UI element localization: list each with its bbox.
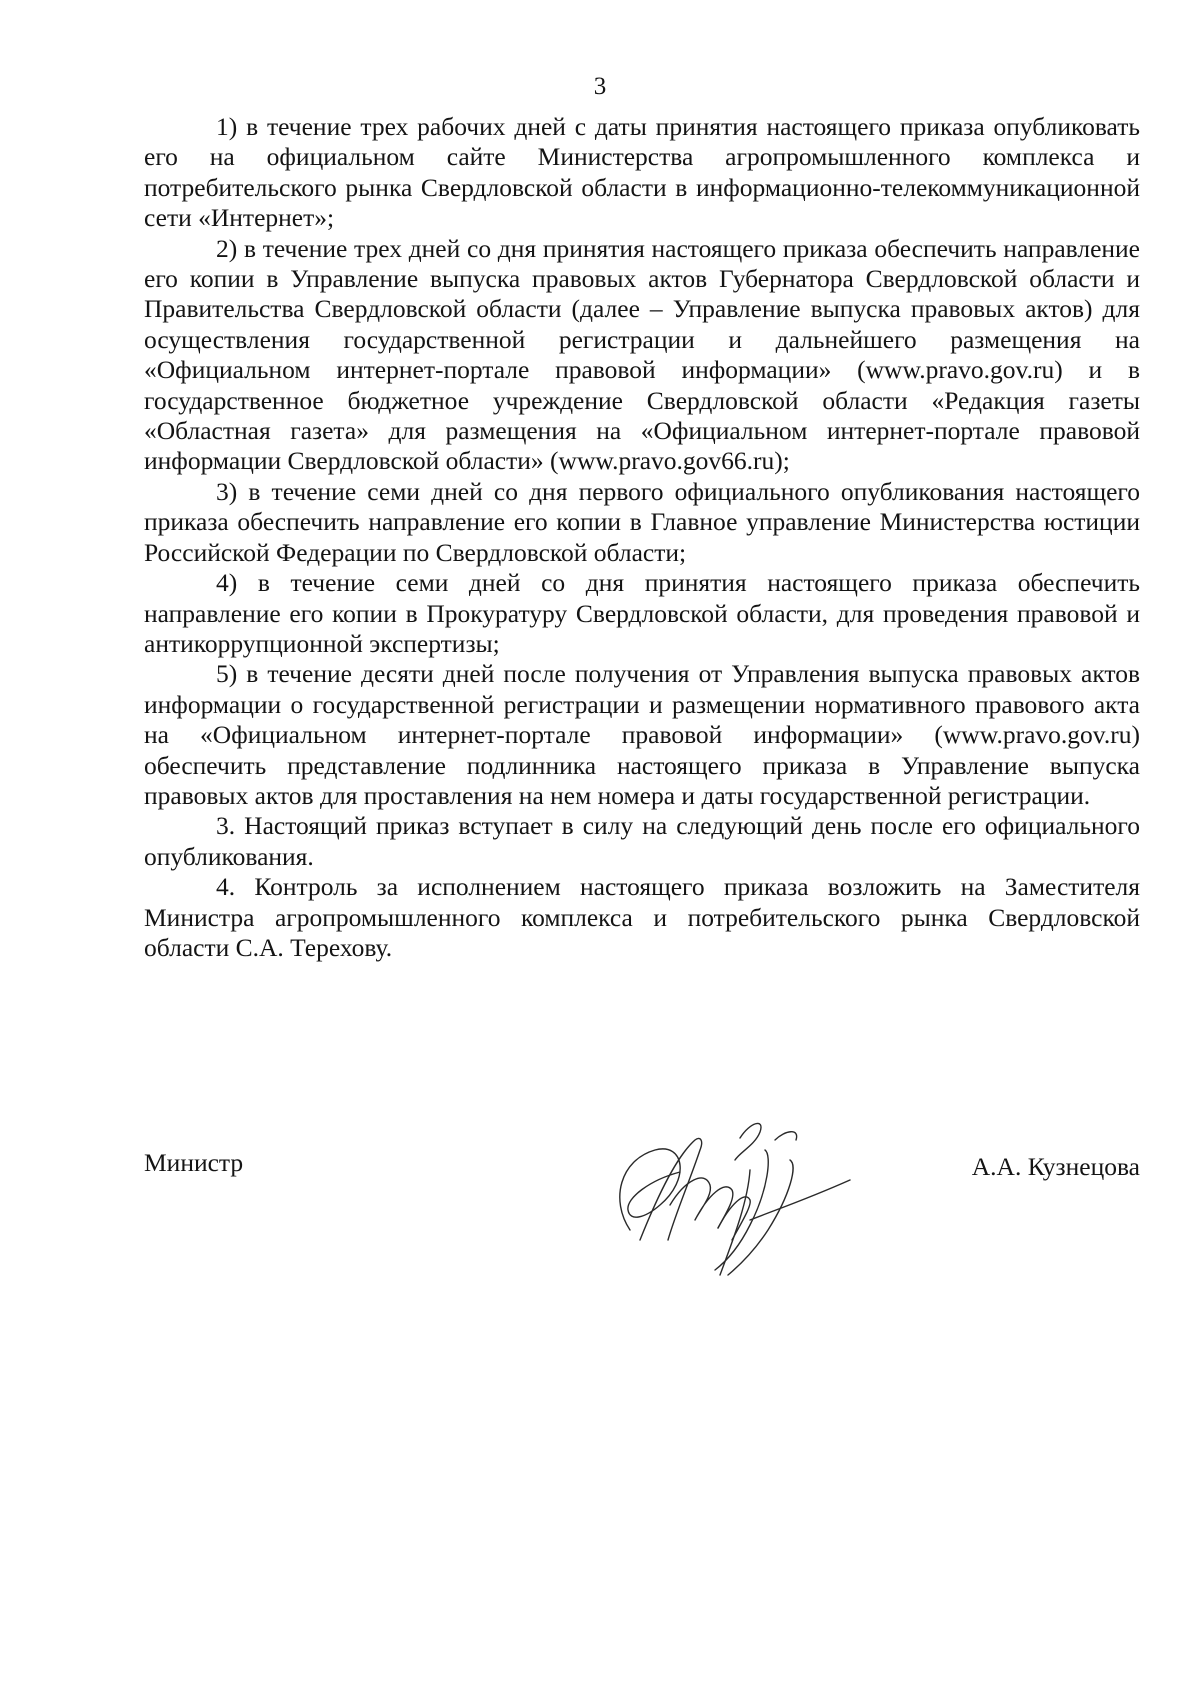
- signatory-name: А.А. Кузнецова: [971, 1152, 1140, 1181]
- signatory-title: Министр: [144, 1148, 244, 1177]
- page-number: 3: [593, 73, 607, 100]
- document-body: [144, 112, 1140, 963]
- handwritten-signature: [600, 1110, 860, 1280]
- paragraph-control: 4. Контроль за исполнением настоящего приказа возложить на Заместителя Министра агропромышленного комплекса и потребительского рынка Свердловской области С.А. Терехову.: [144, 872, 1140, 962]
- paragraph-item-1: 1) в течение трех рабочих дней с даты принятия настоящего приказа опубликовать его на официальном сайте Министерства агропромышленного комплекса и потребительского рынка Свердловской области в информационно-телекоммуникационной сети «Интернет»;: [144, 112, 1140, 233]
- paragraph-item-5: 5) в течение десяти дней после получения от Управления выпуска правовых актов информации о государственной регистрации и размещении нормативного правового акта на «Официальном интернет-портале правовой информации» (www.pravo.gov.ru) обеспечить представление подлинника настоящего приказа в Управление выпуска правовых актов для проставления на нем номера и даты государственной регистрации.: [144, 659, 1140, 810]
- paragraph-item-2: 2) в течение трех дней со дня принятия настоящего приказа обеспечить направление его копии в Управление выпуска правовых актов Губернатора Свердловской области и Правительства Свердловской области (далее – Управление выпуска правовых актов) для осуществления государственной регистрации и дальнейшего размещения на «Официальном интернет-портале правовой информации» (www.pravo.gov.ru) и в государственное бюджетное учреждение Свердловской области «Редакция газеты «Областная газета» для размещения на «Официальном интернет-портале правовой информации Свердловской области» (www.pravo.gov66.ru);: [144, 233, 1140, 476]
- paragraph-item-3: 3) в течение семи дней со дня первого официального опубликования настоящего приказа обеспечить направление его копии в Главное управление Министерства юстиции Российской Федерации по Свердловской области;: [144, 476, 1140, 567]
- paragraph-effective-date: 3. Настоящий приказ вступает в силу на следующий день после его официального опубликования.: [144, 811, 1140, 871]
- paragraph-item-4: 4) в течение семи дней со дня принятия настоящего приказа обеспечить направление его копии в Прокуратуру Свердловской области, для проведения правовой и антикоррупционной экспертизы;: [144, 568, 1140, 658]
